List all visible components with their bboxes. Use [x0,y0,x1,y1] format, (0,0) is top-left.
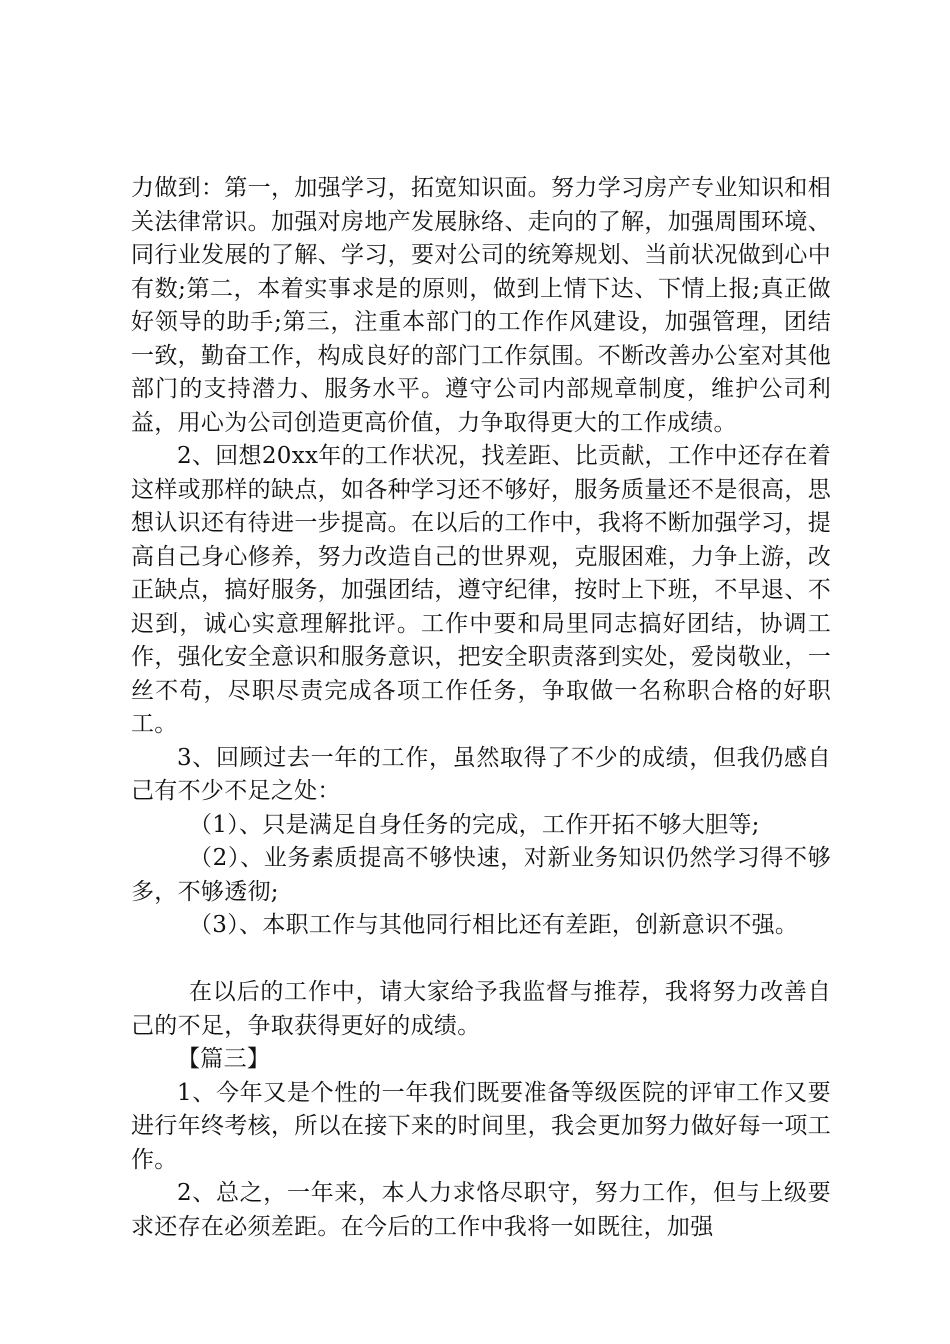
section-heading-part-three: 【篇三】 [177,1046,271,1072]
document-body [131,172,831,1244]
sub-item-2: （2）、业务素质提高不够快速，对新业务知识仍然学习得不够多，不够透彻; [131,845,831,905]
blank-line [131,943,831,977]
paragraph-part-three-item-1: 1、今年又是个性的一年我们既要准备等级医院的评审工作又要进行年终考核，所以在接下来的时间里，我会更加努力做好每一项工作。 [131,1079,831,1173]
paragraph-item-3: 3、回顾过去一年的工作，虽然取得了不少的成绩，但我仍感自己有不少不足之处： [131,744,831,804]
sub-item-1: （1）、只是满足自身任务的完成，工作开拓不够大胆等; [189,811,760,838]
paragraph-closing: 在以后的工作中，请大家给予我监督与推荐，我将努力改善自己的不足，争取获得更好的成绩。 [131,979,831,1039]
sub-item-3: （3）、本职工作与其他同行相比还有差距，创新意识不强。 [189,912,799,938]
paragraph-work-measures: 力做到：第一，加强学习，拓宽知识面。努力学习房产专业知识和相关法律常识。加强对房地产发展脉络、走向的了解，加强周围环境、同行业发展的了解、学习，要对公司的统筹规划、当前状况做到心中有数;第二，本着实事求是的原则，做到上情下达、下情上报;真正做好领导的助手;第三，注重本部门的工作作风建设，加强管理，团结一致，勤奋工作，构成良好的部门工作氛围。不断改善办公室对其他部门的支持潜力、服务水平。遵守公司内部规章制度，维护公司利益，用心为公司创造更高价值，力争取得更大的工作成绩。 [131,175,831,436]
paragraph-item-2: 2、回想20xx年的工作状况，找差距、比贡献，工作中还存在着这样或那样的缺点，如各种学习还不够好，服务质量还不是很高，思想认识还有待进一步提高。在以后的工作中，我将不断加强学习，提高自己身心修养，努力改造自己的世界观，克服困难，力争上游，改正缺点，搞好服务，加强团结，遵守纪律，按时上下班，不早退、不迟到，诚心实意理解批评。工作中要和局里同志搞好团结，协调工作，强化安全意识和服务意识，把安全职责落到实处，爱岗敬业，一丝不苟，尽职尽责完成各项工作任务，争取做一名称职合格的好职工。 [131,443,831,737]
paragraph-part-three-item-2: 2、总之，一年来，本人力求恪尽职守，努力工作，但与上级要求还存在必须差距。在今后的工作中我将一如既往，加强 [131,1180,831,1240]
